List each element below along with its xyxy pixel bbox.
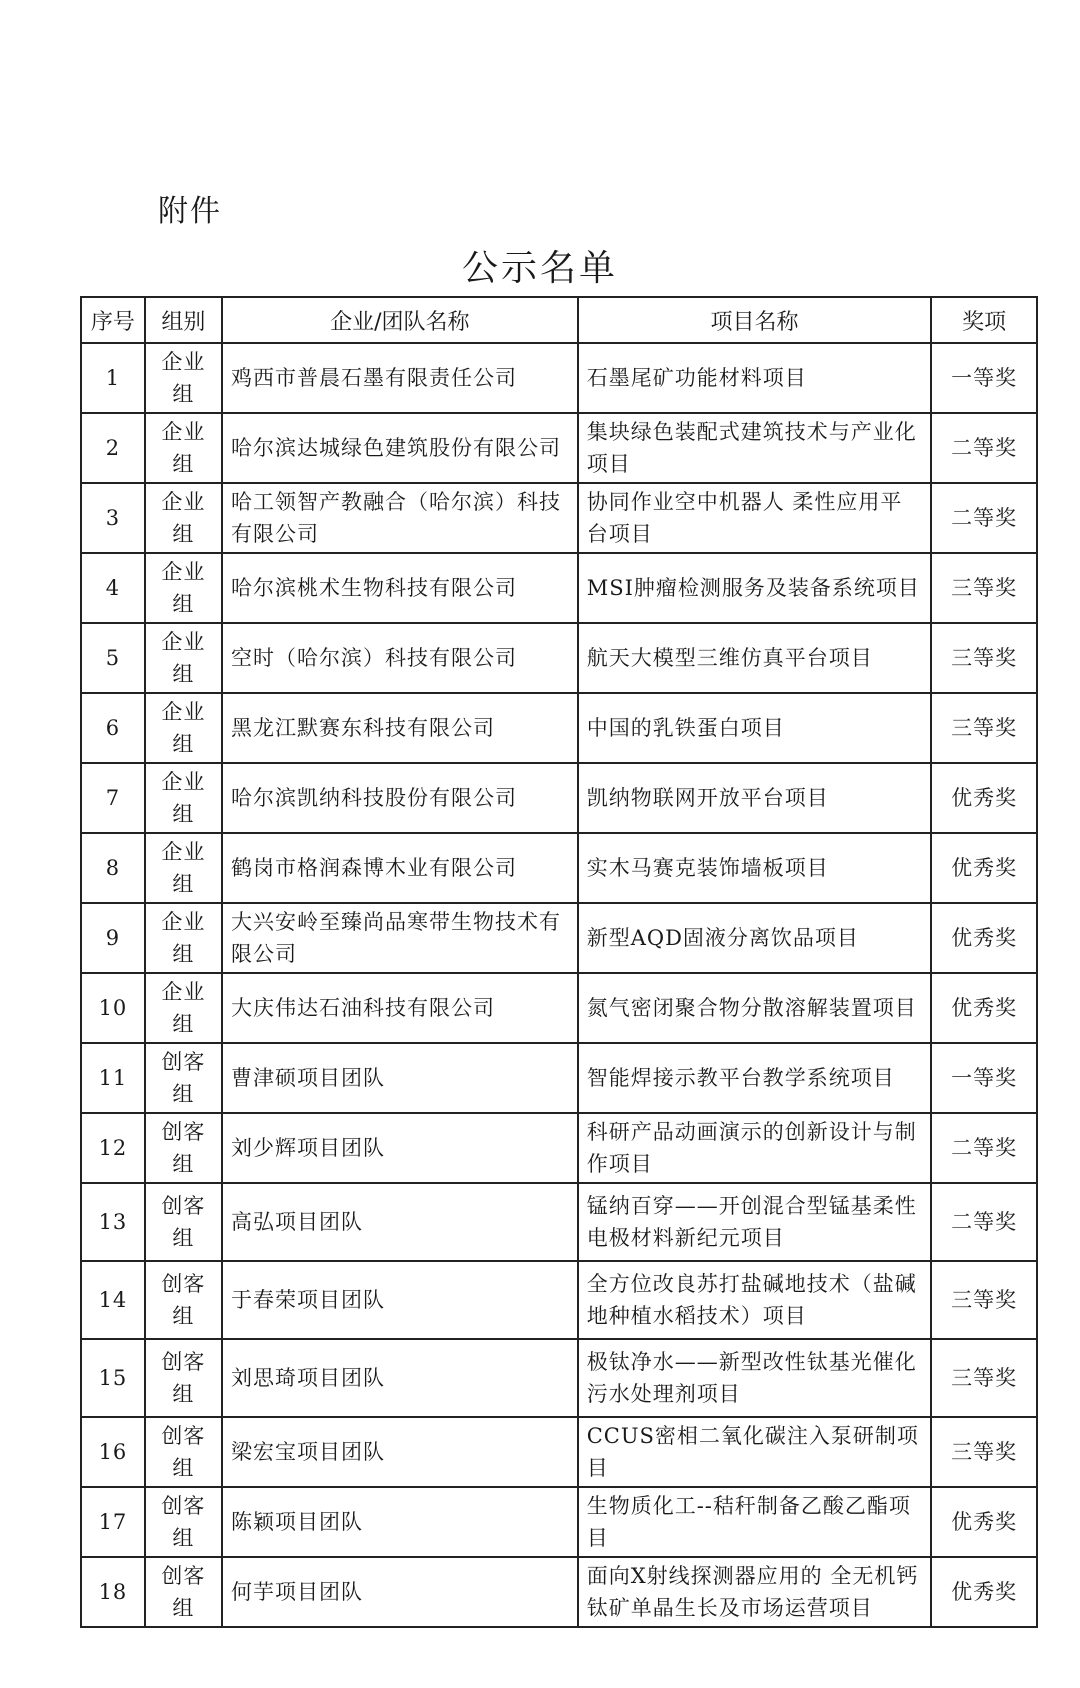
table-row xyxy=(81,483,1037,553)
cell-no: 13 xyxy=(81,1183,145,1261)
table-row xyxy=(81,1183,1037,1261)
cell-entity: 大兴安岭至臻尚品寒带生物技术有限公司 xyxy=(222,903,578,973)
cell-group: 创客组 xyxy=(145,1487,222,1557)
table-row xyxy=(81,553,1037,623)
cell-group: 企业组 xyxy=(145,693,222,763)
cell-project: 极钛净水——新型改性钛基光催化污水处理剂项目 xyxy=(578,1339,932,1417)
cell-group: 创客组 xyxy=(145,1557,222,1627)
cell-entity: 哈尔滨桃术生物科技有限公司 xyxy=(222,553,578,623)
cell-no: 14 xyxy=(81,1261,145,1339)
cell-project: 智能焊接示教平台教学系统项目 xyxy=(578,1043,932,1113)
cell-project: 石墨尾矿功能材料项目 xyxy=(578,343,932,413)
cell-entity: 陈颖项目团队 xyxy=(222,1487,578,1557)
cell-group: 企业组 xyxy=(145,413,222,483)
table-row xyxy=(81,1043,1037,1113)
cell-no: 8 xyxy=(81,833,145,903)
header-no: 序号 xyxy=(81,297,145,343)
cell-project: MSI肿瘤检测服务及装备系统项目 xyxy=(578,553,932,623)
cell-award: 二等奖 xyxy=(931,413,1037,483)
cell-project: 全方位改良苏打盐碱地技术（盐碱地种植水稻技术）项目 xyxy=(578,1261,932,1339)
cell-project: 实木马赛克装饰墙板项目 xyxy=(578,833,932,903)
cell-group: 企业组 xyxy=(145,623,222,693)
cell-group: 企业组 xyxy=(145,763,222,833)
cell-no: 18 xyxy=(81,1557,145,1627)
cell-no: 4 xyxy=(81,553,145,623)
table-row xyxy=(81,1339,1037,1417)
table-row xyxy=(81,623,1037,693)
cell-award: 优秀奖 xyxy=(931,903,1037,973)
table-header-row xyxy=(81,297,1037,343)
cell-project: 凯纳物联网开放平台项目 xyxy=(578,763,932,833)
cell-project: 锰纳百穿——开创混合型锰基柔性电极材料新纪元项目 xyxy=(578,1183,932,1261)
cell-project: 新型AQD固液分离饮品项目 xyxy=(578,903,932,973)
cell-group: 企业组 xyxy=(145,553,222,623)
cell-entity: 鹤岗市格润森博木业有限公司 xyxy=(222,833,578,903)
table-row xyxy=(81,1113,1037,1183)
cell-group: 创客组 xyxy=(145,1113,222,1183)
cell-entity: 空时（哈尔滨）科技有限公司 xyxy=(222,623,578,693)
cell-entity: 刘少辉项目团队 xyxy=(222,1113,578,1183)
cell-award: 优秀奖 xyxy=(931,1557,1037,1627)
cell-entity: 何芋项目团队 xyxy=(222,1557,578,1627)
cell-entity: 大庆伟达石油科技有限公司 xyxy=(222,973,578,1043)
table-row xyxy=(81,343,1037,413)
cell-project: 协同作业空中机器人 柔性应用平台项目 xyxy=(578,483,932,553)
cell-no: 16 xyxy=(81,1417,145,1487)
cell-entity: 刘思琦项目团队 xyxy=(222,1339,578,1417)
cell-no: 2 xyxy=(81,413,145,483)
table-row xyxy=(81,1261,1037,1339)
document-title: 公示名单 xyxy=(461,248,618,289)
cell-project: 航天大模型三维仿真平台项目 xyxy=(578,623,932,693)
cell-project: 面向X射线探测器应用的 全无机钙钛矿单晶生长及市场运营项目 xyxy=(578,1557,932,1627)
cell-project: 中国的乳铁蛋白项目 xyxy=(578,693,932,763)
cell-entity: 高弘项目团队 xyxy=(222,1183,578,1261)
table-body xyxy=(81,343,1037,1627)
cell-project: 生物质化工--秸秆制备乙酸乙酯项目 xyxy=(578,1487,932,1557)
cell-group: 企业组 xyxy=(145,343,222,413)
cell-entity: 梁宏宝项目团队 xyxy=(222,1417,578,1487)
cell-group: 企业组 xyxy=(145,973,222,1043)
award-list-table xyxy=(80,296,1038,1628)
cell-group: 创客组 xyxy=(145,1043,222,1113)
cell-group: 创客组 xyxy=(145,1339,222,1417)
cell-group: 创客组 xyxy=(145,1261,222,1339)
cell-entity: 于春荣项目团队 xyxy=(222,1261,578,1339)
cell-project: CCUS密相二氧化碳注入泵研制项目 xyxy=(578,1417,932,1487)
cell-entity: 鸡西市普晨石墨有限责任公司 xyxy=(222,343,578,413)
table-row xyxy=(81,1417,1037,1487)
cell-entity: 哈尔滨达城绿色建筑股份有限公司 xyxy=(222,413,578,483)
cell-award: 二等奖 xyxy=(931,483,1037,553)
cell-award: 三等奖 xyxy=(931,1339,1037,1417)
cell-no: 17 xyxy=(81,1487,145,1557)
cell-award: 一等奖 xyxy=(931,343,1037,413)
table-row xyxy=(81,763,1037,833)
table-row xyxy=(81,693,1037,763)
cell-no: 3 xyxy=(81,483,145,553)
cell-no: 7 xyxy=(81,763,145,833)
cell-entity: 曹津硕项目团队 xyxy=(222,1043,578,1113)
table-row xyxy=(81,973,1037,1043)
cell-group: 企业组 xyxy=(145,903,222,973)
table-row xyxy=(81,903,1037,973)
cell-group: 创客组 xyxy=(145,1183,222,1261)
table-row xyxy=(81,833,1037,903)
cell-no: 11 xyxy=(81,1043,145,1113)
cell-no: 15 xyxy=(81,1339,145,1417)
cell-award: 优秀奖 xyxy=(931,763,1037,833)
cell-group: 企业组 xyxy=(145,483,222,553)
cell-award: 三等奖 xyxy=(931,623,1037,693)
cell-award: 优秀奖 xyxy=(931,1487,1037,1557)
cell-award: 三等奖 xyxy=(931,693,1037,763)
header-entity: 企业/团队名称 xyxy=(222,297,578,343)
table-row xyxy=(81,413,1037,483)
cell-award: 三等奖 xyxy=(931,1261,1037,1339)
attachment-label: 附件 xyxy=(158,194,222,229)
header-group: 组别 xyxy=(145,297,222,343)
cell-no: 5 xyxy=(81,623,145,693)
cell-award: 二等奖 xyxy=(931,1113,1037,1183)
cell-award: 一等奖 xyxy=(931,1043,1037,1113)
cell-project: 集块绿色装配式建筑技术与产业化项目 xyxy=(578,413,932,483)
cell-no: 9 xyxy=(81,903,145,973)
cell-award: 优秀奖 xyxy=(931,973,1037,1043)
cell-project: 氮气密闭聚合物分散溶解装置项目 xyxy=(578,973,932,1043)
header-award: 奖项 xyxy=(931,297,1037,343)
cell-award: 优秀奖 xyxy=(931,833,1037,903)
cell-entity: 哈工领智产教融合（哈尔滨）科技有限公司 xyxy=(222,483,578,553)
cell-no: 10 xyxy=(81,973,145,1043)
table-row xyxy=(81,1487,1037,1557)
cell-project: 科研产品动画演示的创新设计与制作项目 xyxy=(578,1113,932,1183)
cell-group: 企业组 xyxy=(145,833,222,903)
cell-entity: 哈尔滨凯纳科技股份有限公司 xyxy=(222,763,578,833)
cell-no: 1 xyxy=(81,343,145,413)
header-project: 项目名称 xyxy=(578,297,932,343)
cell-no: 6 xyxy=(81,693,145,763)
cell-no: 12 xyxy=(81,1113,145,1183)
cell-award: 二等奖 xyxy=(931,1183,1037,1261)
cell-award: 三等奖 xyxy=(931,553,1037,623)
cell-group: 创客组 xyxy=(145,1417,222,1487)
cell-award: 三等奖 xyxy=(931,1417,1037,1487)
cell-entity: 黑龙江默赛东科技有限公司 xyxy=(222,693,578,763)
table-row xyxy=(81,1557,1037,1627)
